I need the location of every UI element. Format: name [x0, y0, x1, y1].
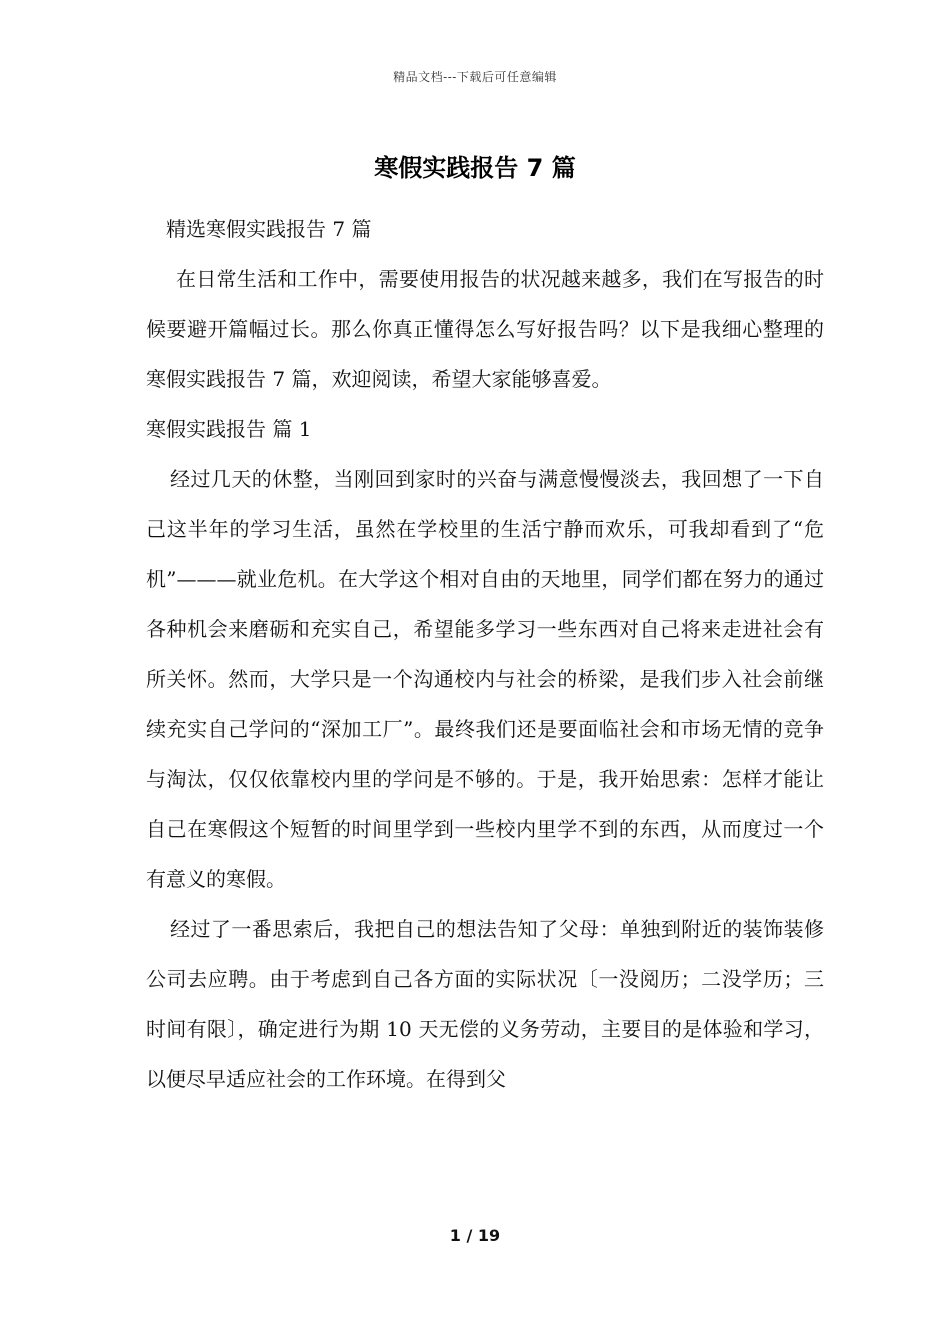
header-note: 精品文档---下载后可任意编辑: [393, 70, 557, 84]
current-page: 1: [449, 1226, 461, 1245]
body-paragraph: 经过了一番思索后，我把自己的想法告知了父母：单独到附近的装饰装修公司去应聘。由于考虑到自己各方面的实际状况〔一没阅历；二没学历；三时间有限〕，确定进行为期 10 天无偿的义务劳动，主要目的是体验和学习，以便尽早适应社会的工作环境。在得到父: [146, 917, 824, 1091]
intro-paragraph: 在日常生活和工作中，需要使用报告的状况越来越多，我们在写报告的时候要避开篇幅过长。那么你真正懂得怎么写好报告吗？以下是我细心整理的寒假实践报告 7 篇，欢迎阅读，希望大家能够喜爱。: [146, 267, 824, 391]
document-body: [146, 204, 824, 1104]
document-title: 寒假实践报告 7 篇: [374, 154, 576, 182]
subtitle-paragraph: 精选寒假实践报告 7 篇: [166, 217, 372, 241]
page-separator: /: [460, 1226, 478, 1245]
section-heading: 寒假实践报告 篇 1: [146, 417, 312, 441]
page-number: [0, 1226, 950, 1245]
body-paragraph: 经过几天的休整，当刚回到家时的兴奋与满意慢慢淡去，我回想了一下自己这半年的学习生活，虽然在学校里的生活宁静而欢乐，可我却看到了“危机”———就业危机。在大学这个相对自由的天地里，同学们都在努力的通过各种机会来磨砺和充实自己，希望能多学习一些东西对自己将来走进社会有所关怀。然而，大学只是一个沟通校内与社会的桥梁，是我们步入社会前继续充实自己学问的“深加工厂”。最终我们还是要面临社会和市场无情的竞争与淘汰，仅仅依靠校内里的学问是不够的。于是，我开始思索：怎样才能让自己在寒假这个短暂的时间里学到一些校内里学不到的东西，从而度过一个有意义的寒假。: [146, 467, 824, 891]
total-pages: 19: [477, 1226, 501, 1245]
